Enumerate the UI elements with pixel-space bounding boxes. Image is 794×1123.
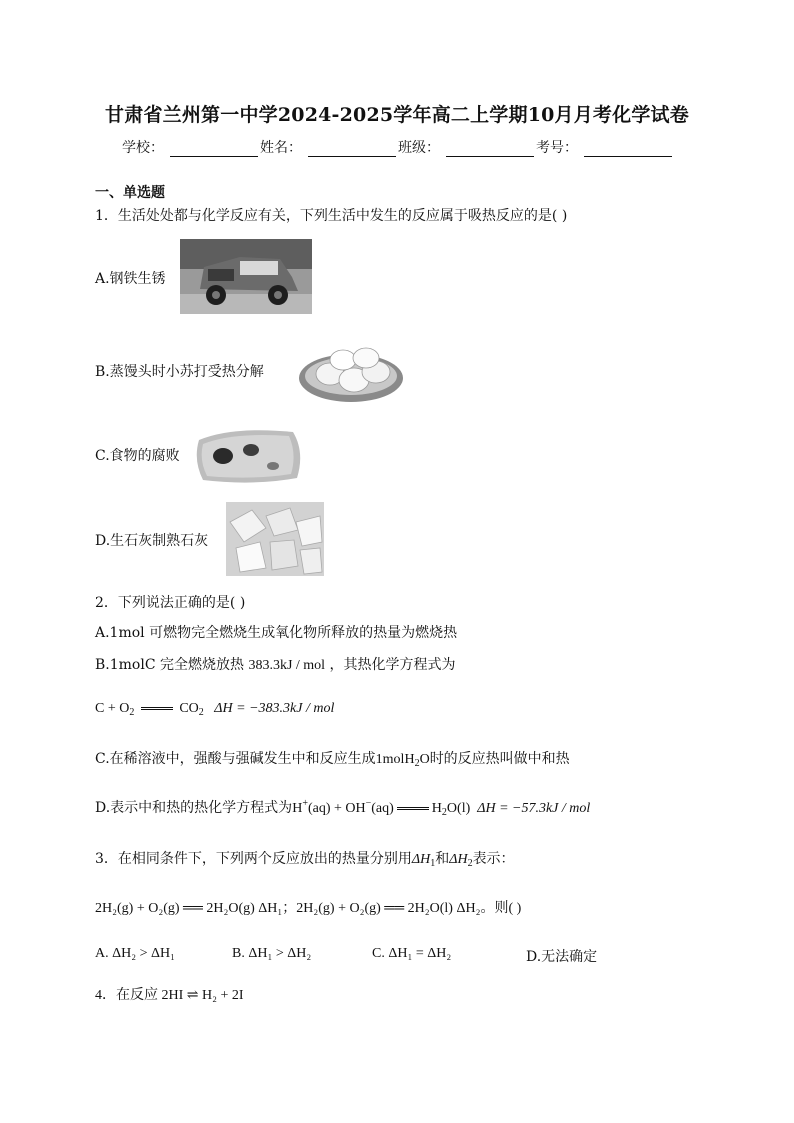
- d-enthalpy: ΔH = −57.3kJ / mol: [477, 801, 591, 816]
- q2-option-d: [95, 797, 590, 818]
- eq-reactants: C + O: [95, 701, 130, 716]
- class-label: 班级：: [398, 140, 440, 156]
- d-plus-superscript: +: [302, 798, 308, 809]
- d-product-o: O(l): [446, 801, 471, 816]
- q3-dh1: ΔH: [411, 852, 431, 867]
- q1-option-a: A.钢铁生锈: [95, 271, 166, 287]
- q2-b-suffix: ，其热化学方程式为: [329, 657, 456, 673]
- q3-dh2-sub: 2: [467, 858, 473, 869]
- eq-o2-subscript: 2: [129, 707, 135, 718]
- name-blank[interactable]: [308, 141, 396, 157]
- q2-option-a: A.1mol 可燃物完全燃烧生成氧化物所释放的热量为燃烧热: [95, 625, 458, 641]
- q1-option-d: D.生石灰制熟石灰: [95, 533, 209, 549]
- q3-option-b: B. ΔH₁ > ΔH₂: [232, 946, 312, 961]
- q2-option-c: [95, 748, 570, 769]
- question-1-stem: 1．生活处处都与化学反应有关，下列生活中发生的反应属于吸热反应的是( ): [95, 208, 568, 224]
- q3-dh2: ΔH: [449, 852, 468, 867]
- q3-option-c: C. ΔH₁ = ΔH₂: [372, 946, 452, 961]
- question-3-stem: [95, 848, 515, 869]
- page-title: 甘肃省兰州第一中学2024-2025学年高二上学期10月月考化学试卷: [105, 104, 689, 126]
- q3-stem-prefix: 3．在相同条件下，下列两个反应放出的热量分别用: [95, 851, 412, 867]
- section-heading: 一、单选题: [95, 185, 165, 201]
- school-label: 学校：: [122, 140, 164, 156]
- q2-b-prefix: B.1molC 完全燃烧放热: [95, 657, 244, 673]
- moldy-bread-image: [193, 422, 305, 488]
- equals-arrow-icon: [397, 807, 429, 810]
- d-minus-superscript: −: [365, 798, 372, 809]
- steamed-buns-image: [298, 330, 404, 405]
- eq-co2-subscript: 2: [198, 707, 204, 718]
- q3-option-d: D.无法确定: [526, 949, 598, 965]
- d-h2o-subscript: 2: [441, 807, 447, 818]
- q3-equations: 2H₂(g) + O₂(g) ══ 2H₂O(g) ΔH₁；2H₂(g) + O₂(g) ══ 2H₂O(l) ΔH₂。则( ): [95, 901, 522, 916]
- exam-number-label: 考号：: [536, 140, 578, 156]
- student-info-row: [122, 137, 674, 157]
- d-aq-oh: (aq) + OH: [307, 801, 366, 816]
- eq-product: CO: [179, 701, 199, 716]
- class-blank[interactable]: [446, 141, 534, 157]
- q3-and: 和: [435, 851, 450, 867]
- name-label: 姓名：: [260, 140, 302, 156]
- quicklime-image: [226, 502, 324, 576]
- exam-number-blank[interactable]: [584, 141, 672, 157]
- q3-stem-suffix: 表示：: [472, 851, 515, 867]
- q2-d-equation: [292, 798, 591, 818]
- q2-c-o: O: [419, 752, 430, 767]
- question-4-stem: 4．在反应 2HI ⇌ H₂ + 2I: [95, 988, 244, 1003]
- q2-c-prefix: C.在稀溶液中，强酸与强碱发生中和反应生成: [95, 751, 376, 767]
- equals-arrow-icon: [141, 707, 173, 710]
- q2-b-equation: [95, 701, 334, 718]
- school-blank[interactable]: [170, 141, 258, 157]
- d-aq: (aq): [371, 801, 394, 816]
- q2-b-value: 383.3kJ / mol: [248, 658, 326, 673]
- d-h: H: [292, 801, 303, 816]
- q2-d-prefix: D.表示中和热的热化学方程式为: [95, 800, 293, 816]
- rusty-car-image: [180, 239, 312, 314]
- q2-c-suffix: 时的反应热叫做中和热: [429, 751, 570, 767]
- q1-option-b: B.蒸馒头时小苏打受热分解: [95, 364, 264, 380]
- q2-option-b: [95, 654, 456, 674]
- eq-enthalpy: ΔH = −383.3kJ / mol: [214, 701, 335, 716]
- q3-dh1-sub: 1: [430, 858, 436, 869]
- q2-c-mol: 1molH: [375, 752, 415, 767]
- d-product-h: H: [431, 801, 442, 816]
- question-2-stem: 2．下列说法正确的是( ): [95, 595, 246, 611]
- q3-option-a: A. ΔH₂ > ΔH₁: [95, 946, 175, 961]
- q1-option-c: C.食物的腐败: [95, 448, 180, 464]
- q2-c-subscript: 2: [414, 758, 420, 769]
